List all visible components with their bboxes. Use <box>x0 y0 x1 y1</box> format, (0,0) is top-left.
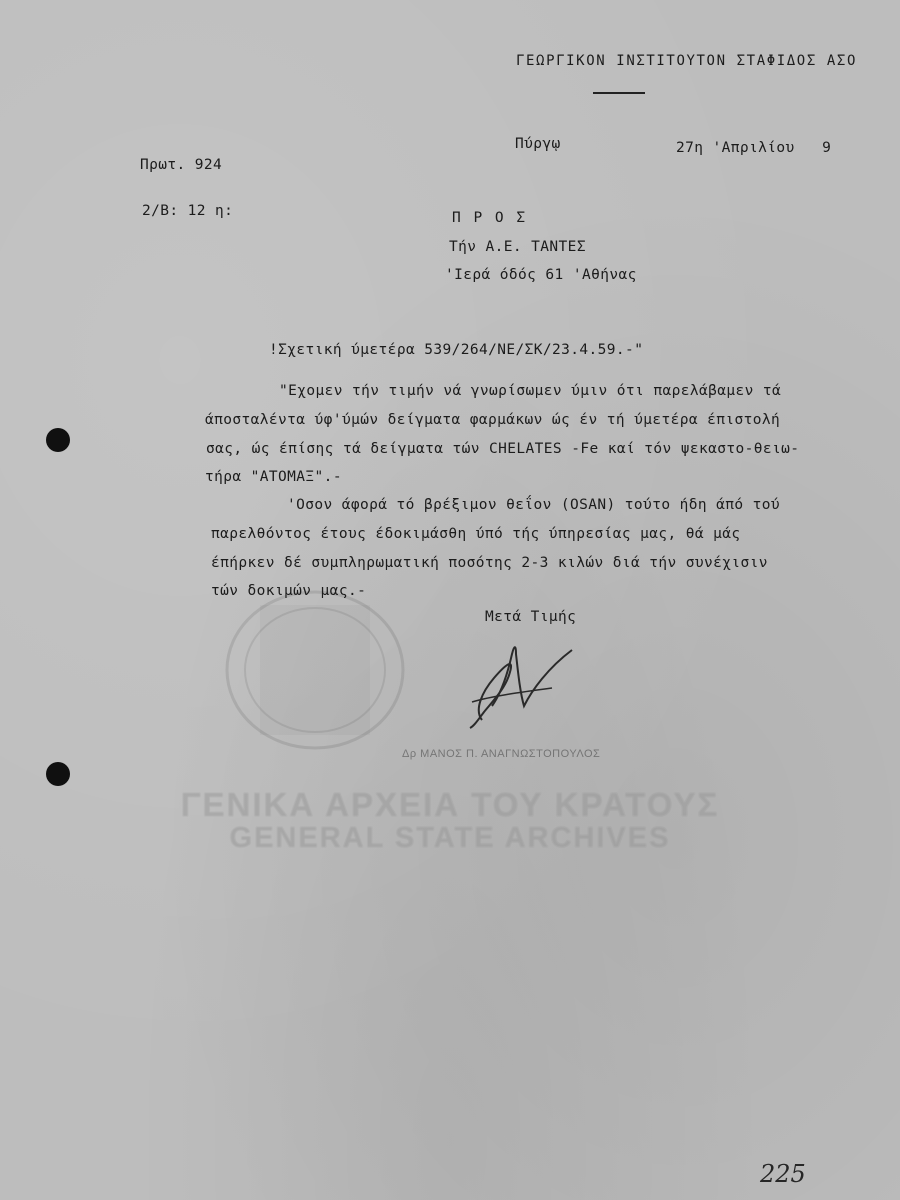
closing: Μετά Τιμής <box>485 609 577 625</box>
paragraph1-line: "Εχομεν τήν τιμήν νά γνωρίσωμεν ύμιν ότι παρελάβαμεν τά <box>279 383 782 399</box>
stamp-name: Δρ ΜΑΝΟΣ Π. ΑΝΑΓΝΩΣΤΟΠΟΥΛΟΣ <box>402 748 601 760</box>
seal-stamp-icon <box>220 585 410 755</box>
recipient-pros: Π Ρ Ο Σ <box>452 210 528 226</box>
archive-watermark-english: GENERAL STATE ARCHIVES <box>229 822 671 854</box>
date-line: 27η 'Απριλίου 9 <box>676 140 832 156</box>
archive-watermark-greek: ΓΕΝΙΚΑ ΑΡΧΕΙΑ ΤΟΥ ΚΡΑΤΟΥΣ <box>180 786 720 823</box>
paragraph1-line: άποσταλέντα ύφ'ύμών δείγματα φαρμάκων ώς έν τή ύμετέρα έπιστολή <box>205 412 781 428</box>
paragraph2-line: 'Οσον άφορά τό βρέξιμον θεΐον (OSAN) τούτο ήδη άπό τού <box>287 497 781 513</box>
paragraph1-line: σας, ώς έπίσης τά δείγματα τών CHELATES -Fe καί τόν ψεκαστο-θειω- <box>206 441 800 457</box>
protocol-number: Πρωτ. 924 <box>140 157 223 173</box>
recipient-name: Τήν Α.Ε. ΤΑΝΤΕΣ <box>449 239 586 255</box>
page-number: 225 <box>760 1160 806 1188</box>
punch-hole <box>46 762 70 786</box>
punch-hole <box>46 428 70 452</box>
reference-code: 2/Β: 12 η: <box>142 203 234 219</box>
paragraph2-line: έπήρκεν δέ συμπληρωματική ποσότης 2-3 κιλών διά τήν συνέχισιν <box>211 555 768 571</box>
subject-line: !Σχετική ύμετέρα 539/264/ΝΕ/ΣΚ/23.4.59.-" <box>269 342 644 358</box>
header-rule <box>593 92 645 94</box>
paragraph2-line: παρελθόντος έτους έδοκιμάσθη ύπό τής ύπηρεσίας μας, θά μάς <box>211 526 741 542</box>
signature-icon <box>452 632 592 732</box>
letterhead: ΓΕΩΡΓΙΚΟΝ ΙΝΣΤΙΤΟΥΤΟΝ ΣΤΑΦΙΔΟΣ ΑΣΟ <box>516 53 857 69</box>
place-line: Πύργῳ <box>515 136 561 152</box>
paragraph2-line: τών δοκιμών μας.- <box>211 583 367 599</box>
paragraph1-line: τήρα "ΑΤΟΜΑΞ".- <box>205 469 342 485</box>
recipient-address: 'Ιερά όδός 61 'Αθήνας <box>445 267 637 283</box>
